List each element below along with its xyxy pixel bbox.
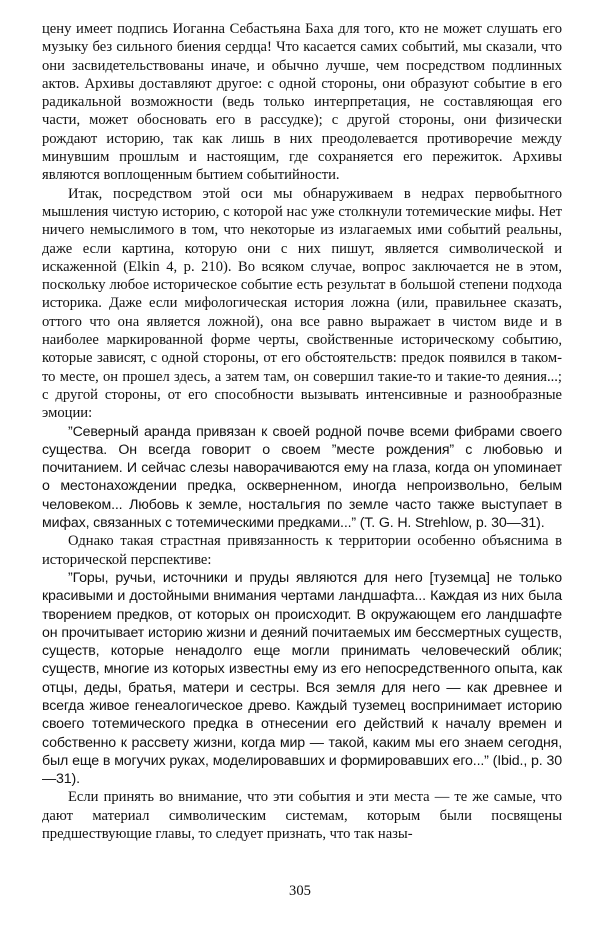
paragraph-symbolic-systems: Если принять во внимание, что эти события и эти места — те же самые, что дают материал символическим системам, которым были посвящены предшествующие главы, то следует признать, что так назы- bbox=[42, 789, 562, 843]
quote-strehlow-aranda: ”Северный аранда привязан к своей родной почве всеми фибрами своего существа. Он всегда говорит о своем ”месте рождения” с любовью и почитанием. И сейчас слезы наворачиваются ему на глаза, когда он упоминает о местонахождении предка, оскверненном, иногда непроизвольно, белым человеком... Любовь к земле, ностальгия по земле часто также выступает в мифах, связанных с тотемическими предками...” (T. G. H. Strehlow, p. 30—31). bbox=[42, 423, 562, 532]
page-body bbox=[42, 20, 562, 843]
quote-strehlow-landscape: ”Горы, ручьи, источники и пруды являются для него [туземца] не только красивыми и достойными внимания чертами ландшафта... Каждая из них была творением предков, от которых он происходит. В окружающем его ландшафте он прочитывает историю жизни и деяний почитаемых им бессмертных существ, существ, которые ненадолго еще могли принимать человеческий облик; существ, многие из которых известны ему из его непосредственного опыта, как отцы, деды, братья, матери и сестры. Вся земля для него — как древнее и всегда живое генеалогическое древо. Каждый туземец воспринимает историю своего тотемического предка в отнесении его действий к началу времен и собственно к рассвету жизни, когда мир — такой, каким мы его знаем сегодня, был еще в могучих руках, моделировавших и формировавших его...” (Ibid., p. 30—31). bbox=[42, 569, 562, 788]
paragraph-pure-history: Итак, посредством этой оси мы обнаруживаем в недрах первобытного мышления чистую историю, с которой нас уже столкнули тотемические мифы. Нет ничего немыслимого в том, что некоторые из излагаемых ими событий реальны, даже если картина, которую они с них пишут, является символической и искаженной (Elkin 4, p. 210). Во всяком случае, вопрос заключается не в этом, поскольку любое историческое событие есть результат в большой степени подхода историка. Даже если мифологическая история ложна (или, правильнее сказать, оттого что она является ложной), она все равно выражает в чистом виде и в наиболее маркированной форме черты, свойственные историческому событию, которые зависят, с одной стороны, от его обстоятельств: предок появился в таком-то месте, он прошел здесь, а затем там, он совершил такие-то и такие-то деяния...; с другой стороны, от его способности вызывать интенсивные и разнообразные эмоции: bbox=[42, 185, 562, 422]
paragraph-archives: цену имеет подпись Иоганна Себастьяна Баха для того, кто не может слушать его музыку без сильного биения сердца! Что касается самих событий, мы сказали, что они засвидетельствованы иначе, и обычно лучше, чем посредством подлинных актов. Архивы доставляют другое: с одной стороны, они образуют событие в его радикальной возможности (ведь только интерпретация, не составляющая его части, может обосновать его в рассудке); с другой стороны, они физически рождают историю, так как лишь в них преодолевается противоречие между минувшим прошлым и настоящим, где сохраняется его пережиток. Архивы являются воплощенным бытием событийности. bbox=[42, 21, 562, 184]
paragraph-territory: Однако такая страстная привязанность к территории особенно объяснима в исторической перспективе: bbox=[42, 533, 562, 568]
page-number: 305 bbox=[289, 883, 311, 899]
